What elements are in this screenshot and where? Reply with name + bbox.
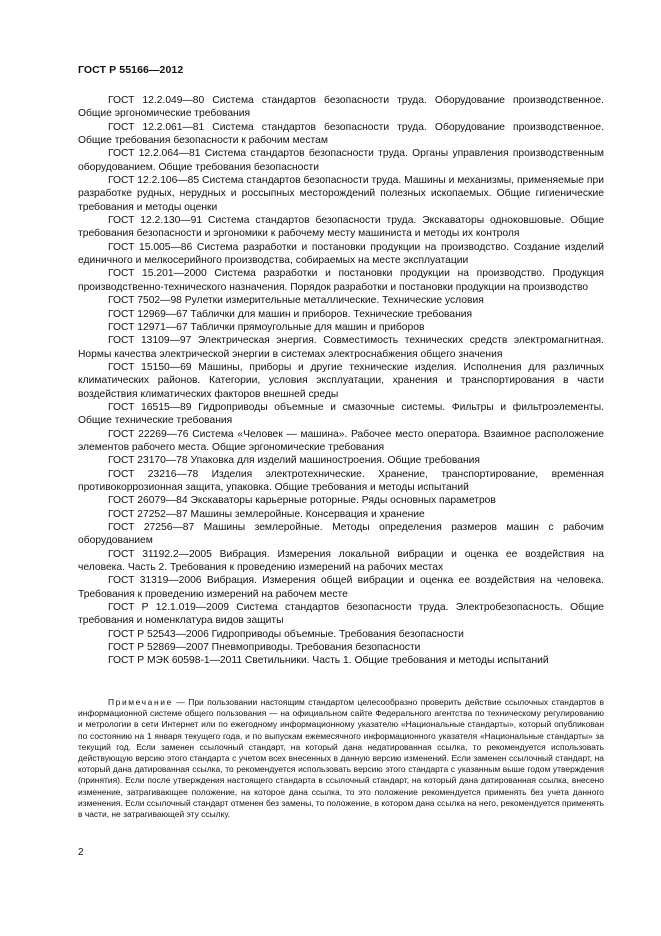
reference-item: ГОСТ 23216—78 Изделия электротехнические. Хранение, транспортирование, временная противокоррозионная защита, упаковка. Общие требования и методы испытаний — [78, 468, 604, 493]
reference-item: ГОСТ 15.005—86 Система разработки и постановки продукции на производство. Создание изделий единичного и мелкосерийного производства, собираемых на месте эксплуатации — [78, 241, 604, 267]
reference-item: ГОСТ 13109—97 Электрическая энергия. Совместимость технических средств электромагнитная. Нормы качества электрической энергии в системах электроснабжения общего значения — [78, 335, 604, 360]
note-label: Примечание — [108, 697, 173, 707]
reference-item: ГОСТ 27252—87 Машины землеройные. Консервация и хранение — [108, 508, 425, 520]
reference-item: ГОСТ 23170—78 Упаковка для изделий машиностроения. Общие требования — [108, 455, 480, 467]
reference-item: ГОСТ 12.2.049—80 Система стандартов безопасности труда. Оборудование производственное. Общие эргономические требования — [78, 95, 604, 120]
reference-item: ГОСТ 31319—2006 Вибрация. Измерения общей вибрации и оценка ее воздействия на человека. Требования к проведению измерений на рабочем месте — [78, 575, 604, 600]
reference-item: ГОСТ Р 12.1.019—2009 Система стандартов безопасности труда. Электробезопасность. Общие требования и номенклатура видов защиты — [78, 602, 604, 627]
reference-item: ГОСТ 12971—67 Таблички прямоугольные для машин и приборов — [108, 321, 425, 333]
note-paragraph — [78, 697, 604, 820]
reference-item: ГОСТ 12969—67 Таблички для машин и приборов. Технические требования — [108, 308, 473, 320]
reference-item: ГОСТ 15150—69 Машины, приборы и другие технические изделия. Исполнения для различных климатических районов. Категории, условия эксплуатации, хранения и транспортирования в части воздействия климатических факторов внешней среды — [78, 361, 604, 400]
reference-item: ГОСТ 7502—98 Рулетки измерительные металлические. Технические условия — [108, 295, 484, 307]
reference-item: ГОСТ 27256—87 Машины землеройные. Методы определения размеров машин с рабочим оборудованием — [78, 522, 604, 547]
reference-item: ГОСТ Р МЭК 60598-1—2011 Светильники. Часть 1. Общие требования и методы испытаний — [108, 655, 549, 667]
reference-item: ГОСТ 12.2.061—81 Система стандартов безопасности труда. Оборудование производственное. Общие требования безопасности к рабочим местам — [78, 121, 604, 147]
reference-item: ГОСТ Р 52543—2006 Гидроприводы объемные. Требования безопасности — [108, 628, 464, 640]
normative-references-list — [78, 94, 604, 668]
reference-item: ГОСТ 26079—84 Экскаваторы карьерные роторные. Ряды основных параметров — [108, 495, 496, 507]
reference-item: ГОСТ 15.201—2000 Система разработки и постановки продукции на производство. Продукция производственно-технического назначения. Порядок разработки и постановки продукции на производство — [78, 268, 604, 293]
reference-item: ГОСТ 12.2.106—85 Система стандартов безопасности труда. Машины и механизмы, применяемые при разработке рудных, нерудных и россыпных месторождений полезных ископаемых. Общие гигиенические требования и методы оценки — [78, 175, 604, 213]
note-text: — При пользовании настоящим стандартом целесообразно проверить действие ссылочных стандартов в информационной системе общего пользования — на официальном сайте Федерального агентства по техническому регулированию и метрологии в сети Интернет или по ежегодному информационному указателю «Национальные стандарты», который опубликован по состоянию на 1 января текущего года, и по выпускам ежемесячного информационного указателя «Национальные стандарты» за текущий год. Если заменен ссылочный стандарт, на который дана недатированная ссылка, то рекомендуется использовать действующую версию этого стандарта с учетом всех внесенных в данную версию изменений. Если заменен ссылочный стандарт, на который дана датированная ссылка, то рекомендуется использовать версию этого стандарта с указанным выше годом утверждения (принятия). Если после утверждения настоящего стандарта в ссылочный стандарт, на который дана датированная ссылка, внесено изменение, затрагивающее положение, на которое дана ссылка, то это положение рекомендуется применять без учета данного изменения. Если ссылочный стандарт отменен без замены, то положение, в котором дана ссылка на него, рекомендуется применять в части, не затрагивающей эту ссылку. — [78, 697, 604, 820]
reference-item: ГОСТ 22269—76 Система «Человек — машина». Рабочее место оператора. Взаимное расположение элементов рабочего места. Общие эргономические требования — [78, 428, 604, 453]
reference-item: ГОСТ 16515—89 Гидроприводы объемные и смазочные системы. Фильтры и фильтроэлементы. Общие технические требования — [78, 401, 604, 427]
page-number: 2 — [78, 847, 84, 858]
reference-item: ГОСТ 12.2.064—81 Система стандартов безопасности труда. Органы управления производственным оборудованием. Общие требования безопасности — [78, 148, 604, 173]
reference-item: ГОСТ Р 52869—2007 Пневмоприводы. Требования безопасности — [108, 642, 421, 654]
reference-item: ГОСТ 12.2.130—91 Система стандартов безопасности труда. Экскаваторы одноковшовые. Общие требования безопасности и эргономики к рабочему месту машиниста и методы их контроля — [78, 215, 604, 240]
reference-item: ГОСТ 31192.2—2005 Вибрация. Измерения локальной вибрации и оценка ее воздействия на человека. Часть 2. Требования к проведению измерений на рабочих местах — [78, 548, 604, 574]
document-header: ГОСТ Р 55166—2012 — [78, 64, 184, 76]
